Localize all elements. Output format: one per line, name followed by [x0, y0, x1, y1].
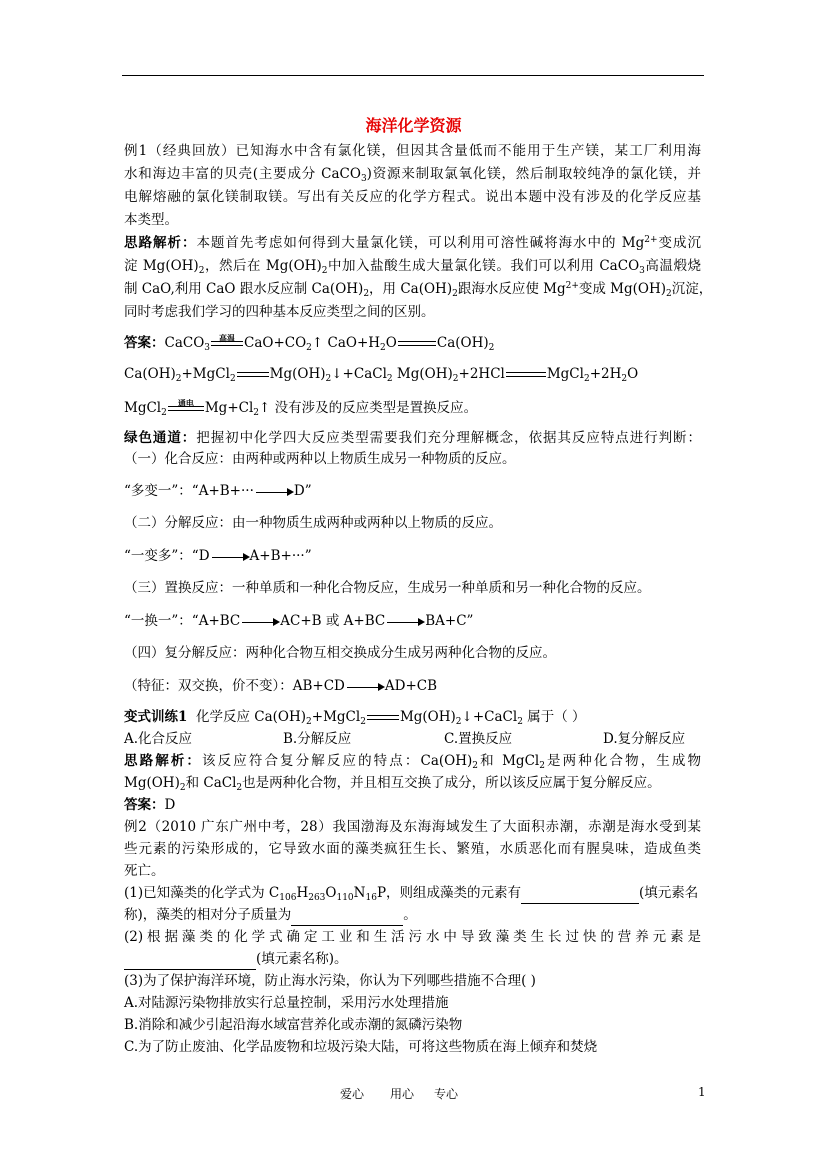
analysis-line3: 制 CaO,利用 CaO 跟水反应制 $Ca(OH)_2$，用 $Ca(OH)_2$跟海水反应使 $Mg^{2+}$变成 $Mg(OH)_2$沉淀，: [124, 281, 713, 299]
ex2-line1: 例2（2010 广东广州中考，28）我国渤海及东海海域发生了大面积赤潮，赤潮是海水受到某: [124, 819, 701, 835]
practice-answer-label: 答案：: [124, 797, 165, 813]
electric-double-arrow: 通电: [167, 402, 205, 416]
option-a: A.化合反应: [124, 731, 193, 747]
ex2-q2-cont: (填元素名称)。: [124, 949, 348, 970]
green-line6: （三）置换反应：一种单质和一种化合物反应，生成另一种单质和另一种化合物的反应。: [124, 580, 651, 596]
ex1-line3: 电解熔融的氯化镁制取镁。写出有关反应的化学方程式。说出本题中没有涉及的化学反应基: [124, 189, 701, 205]
footer-mid: 用心: [390, 1087, 415, 1101]
double-arrow: [505, 368, 547, 382]
practice-analysis-label: 思路解析：: [124, 753, 203, 769]
ex2-option-c: C.为了防止废油、化学品废物和垃圾污染大陆，可将这些物质在海上倾弃和焚烧: [124, 1039, 598, 1055]
practice-analysis-line1: 思路解析：该反应符合复分解反应的特点：$Ca(OH)_2$和 MgCl$_2$是两种化合物，生成物: [124, 753, 702, 771]
ex1-line1: 例1（经典回放）已知海水中含有氯化镁，但因其含量低而不能用于生产镁，某工厂利用海: [124, 143, 701, 159]
analysis-line2: 淀 $Mg(OH)_2$，然后在 $Mg(OH)_2$中加入盐酸生成大量氯化镁。我们可以利用 CaCO$_3$高温煅烧: [124, 258, 701, 276]
analysis-label: 思路解析：: [124, 235, 197, 251]
green-line5: “一变多”：“D A+B+···”: [124, 548, 312, 564]
analysis-line4: 同时考虑我们学习的四种基本反应类型之间的区别。: [124, 304, 435, 320]
double-arrow: [366, 711, 400, 725]
practice-answer: 答案：D: [124, 797, 176, 813]
page-title: 海洋化学资源: [365, 116, 462, 135]
green-label: 绿色通道：: [124, 430, 197, 446]
ex2-q3: (3)为了保护海洋环境，防止海水污染，你认为下列哪些措施不合理( ): [124, 973, 536, 989]
option-c: C.置换反应: [444, 731, 513, 747]
answer-eq1: 答案：CaCO$_3$ 高温 $CaO+CO_2↑$ $CaO+H_2O$ $Ca(OH)_2$: [124, 332, 495, 353]
footer-left: 爱心: [340, 1087, 365, 1101]
answer-blank-nutrients[interactable]: [124, 949, 256, 970]
yield-arrow: [240, 617, 280, 627]
footer-right: 专心: [434, 1087, 459, 1101]
option-d: D.复分解反应: [603, 731, 686, 747]
ex2-line3: 死亡。: [124, 863, 165, 879]
ex1-line2: 水和海边丰富的贝壳(主要成分 CaCO$_3$)资源来制取氯氧化镁，然后制取较纯净的氯化镁，并: [124, 166, 701, 184]
green-line8: （四）复分解反应：两种化合物互相交换成分生成另两种化合物的反应。: [124, 645, 556, 661]
answer-blank-elements[interactable]: [521, 883, 639, 904]
practice-question: 变式训练1 化学反应 $Ca(OH)_2+MgCl_2$ $Mg(OH)_2↓+CaCl_2$ 属于（ ）: [124, 709, 586, 727]
yield-arrow: [254, 487, 294, 497]
green-line4: （二）分解反应：由一种物质生成两种或两种以上物质的反应。: [124, 515, 502, 531]
answer-eq3: MgCl$_2$ 通电 $Mg+Cl_2↑$ 没有涉及的反应类型是置换反应。: [124, 397, 478, 418]
ex2-option-a: A.对陆源污染物排放实行总量控制，采用污水处理措施: [124, 995, 449, 1011]
analysis-line1: 思路解析：本题首先考虑如何得到大量氯化镁，可以利用可溶性碱将海水中的 $Mg^{2+}$变成沉: [124, 235, 702, 251]
yield-arrow: [345, 682, 385, 692]
green-line2: （一）化合反应：由两种或两种以上物质生成另一种物质的反应。: [124, 451, 516, 467]
ex2-q2: (2)根据藻类的化学式确定工业和生活污水中导致藻类生长过快的营养元素是: [124, 929, 701, 945]
green-line1: 绿色通道：把握初中化学四大反应类型需要我们充分理解概念，依据其反应特点进行判断：: [124, 430, 702, 446]
green-line7: “一换一”：“A+BC AC+B 或 A+BC BA+C”: [124, 613, 474, 629]
ex2-q1: (1)已知藻类的化学式为 $C_{106}H_{263}O_{110}N_{16}P$，则组成藻类的元素有 (填元素名: [124, 885, 699, 903]
ex2-option-b: B.消除和减少引起沿海水域富营养化或赤潮的氮磷污染物: [124, 1017, 463, 1033]
option-b: B.分解反应: [283, 731, 352, 747]
header-rule: [122, 75, 704, 76]
answer-eq2: $Ca(OH)_2+MgCl_2$ $Mg(OH)_2↓+CaCl_2$ $Mg(OH)_2+2HCl$ $MgCl_2+2H_2O$: [124, 366, 639, 384]
practice-analysis-line2: $Mg(OH)_2$和 CaCl$_2$也是两种化合物，并且相互交换了成分，所以该反应属于复分解反应。: [124, 775, 661, 793]
yield-arrow: [385, 617, 425, 627]
double-arrow: [236, 368, 270, 382]
ex1-line4: 本类型。: [124, 212, 178, 228]
page-number: 1: [698, 1085, 706, 1099]
double-arrow: [397, 337, 437, 351]
green-line9: （特征：双交换，价不变）：AB+CD AD+CB: [124, 678, 438, 694]
ex2-q1-cont: 称)，藻类的相对分子质量为 。: [124, 905, 417, 926]
ex2-line2: 些元素的污染形成的，它导致水面的藻类疯狂生长、繁殖，水质恶化而有腥臭味，造成鱼类: [124, 841, 701, 857]
green-line3: “多变一”：“A+B+··· D”: [124, 483, 312, 499]
answer-blank-mass[interactable]: [291, 905, 403, 926]
practice-label: 变式训练1: [124, 709, 188, 725]
high-temp-double-arrow: 高温: [210, 337, 244, 351]
yield-arrow: [210, 552, 250, 562]
answer-label: 答案：: [124, 335, 165, 351]
